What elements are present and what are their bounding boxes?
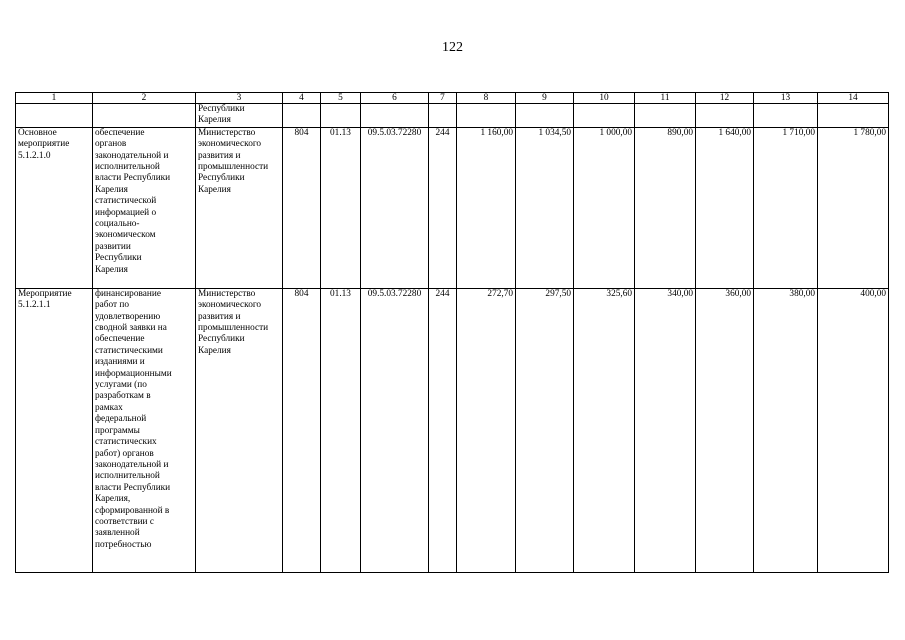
table-cell <box>574 104 635 128</box>
amount-cell: 1 640,00 <box>696 127 754 288</box>
table-cell <box>635 104 696 128</box>
table-cell <box>696 104 754 128</box>
column-header: 8 <box>457 93 516 104</box>
table-cell <box>361 104 429 128</box>
budget-table <box>15 92 889 573</box>
column-header: 7 <box>429 93 457 104</box>
column-header: 10 <box>574 93 635 104</box>
table-cell <box>754 104 818 128</box>
column-header: 13 <box>754 93 818 104</box>
table-cell <box>16 104 93 128</box>
csr-cell: 09.5.03.72280 <box>361 127 429 288</box>
page-number: 122 <box>442 40 463 55</box>
table-cell <box>321 104 361 128</box>
amount-cell: 340,00 <box>635 288 696 572</box>
column-header: 5 <box>321 93 361 104</box>
responsible-executor-cell: Министерство экономического развития и промышленности Республики Карелия <box>196 127 283 288</box>
event-code-cell: Основное мероприятие 5.1.2.1.0 <box>16 127 93 288</box>
column-header: 6 <box>361 93 429 104</box>
amount-cell: 325,60 <box>574 288 635 572</box>
column-header: 4 <box>283 93 321 104</box>
grbs-cell: 804 <box>283 288 321 572</box>
amount-cell: 400,00 <box>818 288 889 572</box>
vr-cell: 244 <box>429 127 457 288</box>
amount-cell: 890,00 <box>635 127 696 288</box>
column-header: 9 <box>516 93 574 104</box>
amount-cell: 1 780,00 <box>818 127 889 288</box>
column-header: 11 <box>635 93 696 104</box>
column-header: 12 <box>696 93 754 104</box>
table-cell <box>283 104 321 128</box>
table-cell <box>93 104 196 128</box>
amount-cell: 1 160,00 <box>457 127 516 288</box>
amount-cell: 272,70 <box>457 288 516 572</box>
amount-cell: 380,00 <box>754 288 818 572</box>
event-code-cell: Мероприятие 5.1.2.1.1 <box>16 288 93 572</box>
table-cell <box>457 104 516 128</box>
event-description-cell: обеспечение органов законодательной и исполнительной власти Республики Карелия статистической информацией о социально- экономическом развитии Республики Карелия <box>93 127 196 288</box>
column-header: 3 <box>196 93 283 104</box>
table-cell <box>429 104 457 128</box>
vr-cell: 244 <box>429 288 457 572</box>
rzpr-cell: 01.13 <box>321 288 361 572</box>
column-number-row <box>16 93 889 104</box>
responsible-executor-cell: Республики Карелия <box>196 104 283 128</box>
table-row <box>16 127 889 288</box>
table-cell <box>818 104 889 128</box>
responsible-executor-cell: Министерство экономического развития и промышленности Республики Карелия <box>196 288 283 572</box>
grbs-cell: 804 <box>283 127 321 288</box>
column-header: 14 <box>818 93 889 104</box>
amount-cell: 1 710,00 <box>754 127 818 288</box>
csr-cell: 09.5.03.72280 <box>361 288 429 572</box>
amount-cell: 1 034,50 <box>516 127 574 288</box>
amount-cell: 297,50 <box>516 288 574 572</box>
table-row <box>16 288 889 572</box>
amount-cell: 360,00 <box>696 288 754 572</box>
continuation-row <box>16 104 889 128</box>
table-cell <box>516 104 574 128</box>
rzpr-cell: 01.13 <box>321 127 361 288</box>
amount-cell: 1 000,00 <box>574 127 635 288</box>
column-header: 1 <box>16 93 93 104</box>
event-description-cell: финансирование работ по удовлетворению сводной заявки на обеспечение статистическими изданиями и информационными услугами (по разработкам в рамках федеральной программы статистических работ) органов законодательной и исполнительной власти Республики Карелия, сформированной в соответствии с заявленной потребностью <box>93 288 196 572</box>
column-header: 2 <box>93 93 196 104</box>
